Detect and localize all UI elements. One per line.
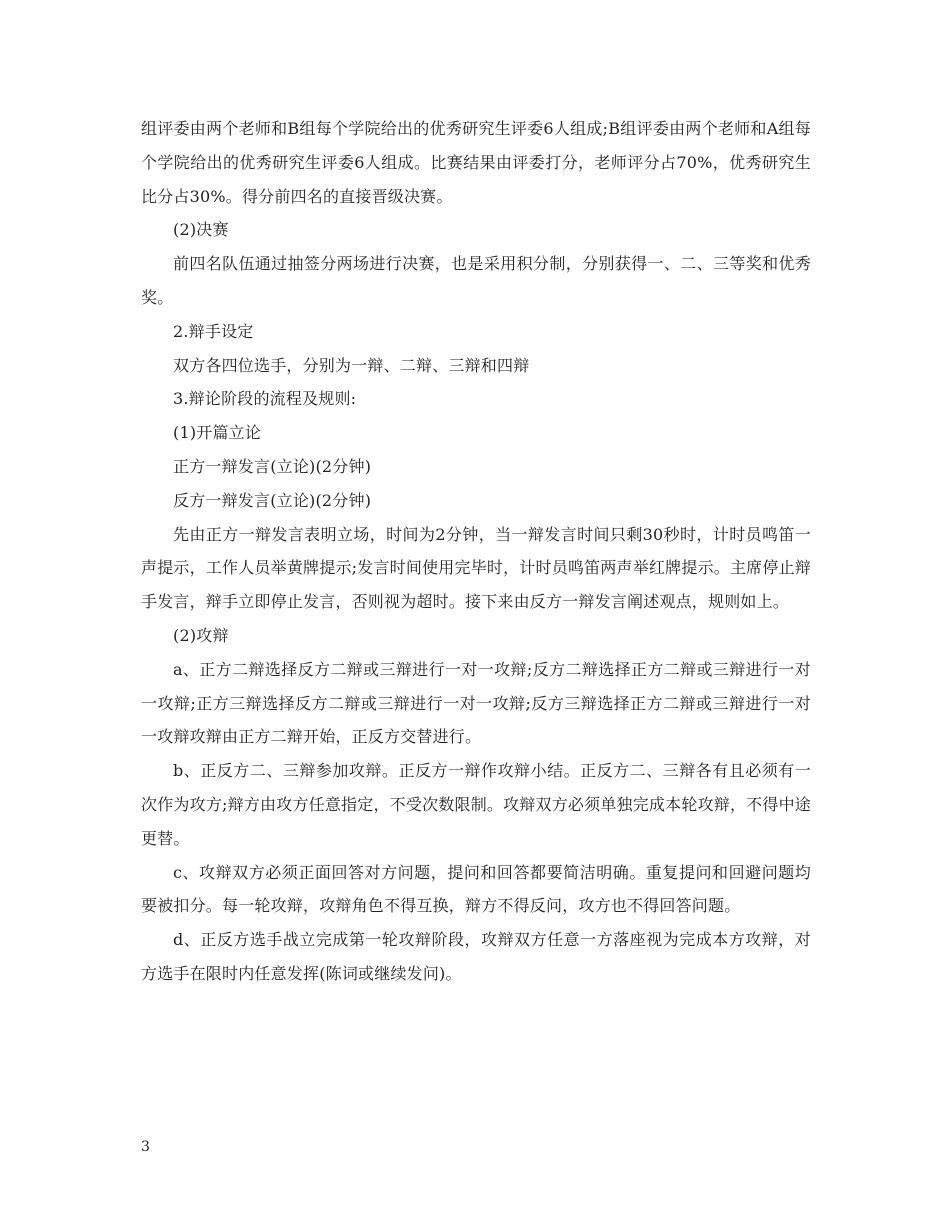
heading-final-round: (2)决赛: [173, 220, 229, 240]
paragraph-final-round: 前四名队伍通过抽签分两场进行决赛，也是采用积分制，分别获得一、二、三等奖和优秀奖。: [141, 254, 811, 307]
paragraph-rule-c: c、攻辩双方必须正面回答对方问题，提问和回答都要简洁明确。重复提问和回避问题均要被扣分。每一轮攻辩，攻辩角色不得互换，辩方不得反问，攻方也不得回答问题。: [141, 862, 811, 916]
paragraph-opening-rules: 先由正方一辩发言表明立场，时间为2分钟，当一辩发言时间只剩30秒时，计时员鸣笛一声提示，工作人员举黄牌提示;发言时间使用完毕时，计时员鸣笛两声举红牌提示。主席停止辩手发言，辩手立即停止发言，否则视为超时。接下来由反方一辩发言阐述观点，规则如上。: [141, 524, 811, 612]
document-body: [141, 112, 811, 991]
heading-opening-statement: (1)开篇立论: [173, 423, 262, 443]
paragraph-affirmative-first: 正方一辩发言(立论)(2分钟): [173, 456, 372, 476]
page-number: 3: [141, 1139, 150, 1155]
heading-debater-setup: 2.辩手设定: [173, 321, 254, 341]
paragraph-rule-b: b、正反方二、三辩参加攻辩。正反方一辩作攻辩小结。正反方二、三辩各有且必须有一次作为攻方;辩方由攻方任意指定，不受次数限制。攻辩双方必须单独完成本轮攻辩，不得中途更替。: [141, 761, 811, 848]
paragraph-rule-d: d、正反方选手战立完成第一轮攻辩阶段，攻辩双方任意一方落座视为完成本方攻辩，对方选手在限时内任意发挥(陈词或继续发问)。: [141, 930, 811, 983]
paragraph-debater-setup: 双方各四位选手，分别为一辩、二辩、三辩和四辩: [173, 355, 530, 375]
paragraph-judges-composition: 组评委由两个老师和B组每个学院给出的优秀研究生评委6人组成;B组评委由两个老师和A组每个学院给出的优秀研究生评委6人组成。比赛结果由评委打分，老师评分占70%，优秀研究生比分占30%。得分前四名的直接晋级决赛。: [141, 119, 811, 206]
paragraph-rule-a: a、正方二辩选择反方二辩或三辩进行一对一攻辩;反方二辩选择正方二辩或三辩进行一对一攻辩;正方三辩选择反方二辩或三辩进行一对一攻辩;反方三辩选择正方二辩或三辩进行一对一攻辩攻辩由正方二辩开始，正反方交替进行。: [141, 659, 811, 747]
heading-debate-process: 3.辩论阶段的流程及规则:: [173, 389, 357, 409]
paragraph-negative-first: 反方一辩发言(立论)(2分钟): [173, 490, 372, 510]
heading-cross-examination: (2)攻辩: [173, 625, 229, 645]
